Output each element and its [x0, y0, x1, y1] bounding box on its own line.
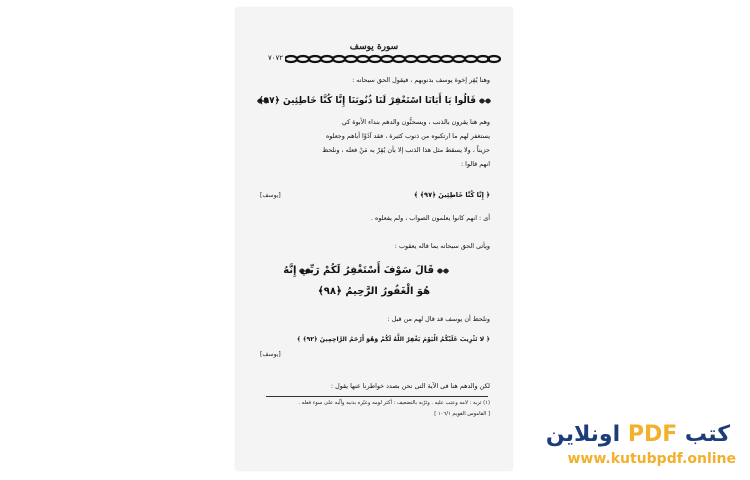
- quran-verse-92: ﴿ لا تَثْرِيبَ عَلَيْكُمُ الْيَوْمَ يَغْفِرُ اللَّهُ لَكُمْ وَهُوَ أَرْحَمُ الرَّاحِمِينَ ﴿٩٢﴾ ﴾: [297, 336, 490, 343]
- watermark-word-end: اونلاين: [545, 422, 621, 447]
- footnote-source: [ القاموس القويم ١٠٦/١ ]: [434, 411, 490, 417]
- text-line: لكن والدهم هنا فى الآية التى نحن بصدد خواطرنا عنها يقول :: [330, 382, 490, 390]
- quran-verse-inline: ﴿ إِنَّا كُنَّا خَاطِئِينَ ﴿٩٧﴾ ﴾: [414, 191, 490, 199]
- verse-ornament-icon: [478, 96, 492, 106]
- quran-verse-97: قَالُوا يَا أَبَانَا اسْتَغْفِرْ لَنَا ذُنُوبَنَا إِنَّا كُنَّا خَاطِئِينَ ﴿٩٧﴾: [258, 96, 476, 106]
- surah-reference: [يوسف]: [260, 192, 281, 199]
- text-line: أى : انهم كانوا يعلمون الصواب ، ولم يفعلوه .: [370, 214, 490, 222]
- text-line: ونلحظ أن يوسف قد قال لهم من قبل :: [387, 315, 490, 323]
- text-line: انهم قالوا :: [461, 160, 490, 168]
- book-page: [236, 8, 512, 470]
- quran-verse-98-line2: هُوَ الْغَفُورُ الرَّحِيمُ ﴿٩٨﴾: [317, 286, 431, 297]
- text-line: وهنا يُقِر إخوة يوسف بذنوبهم ، فيقول الحق سبحانه :: [352, 76, 490, 84]
- surah-header-title: سورة يوسف: [349, 42, 399, 52]
- watermark-pdf: PDF: [627, 422, 678, 447]
- chain-border: [261, 54, 502, 64]
- page-number: ٧٠٧٢: [268, 54, 284, 62]
- watermark-url: www.kutubpdf.online: [567, 451, 736, 467]
- text-line: حزيناً ، ولا يسقط مثل هذا الذنب إلا بأن يُقِرّ به مَنْ فعله ، ونلحظ: [322, 146, 490, 154]
- footnote-divider: [266, 396, 488, 397]
- text-line: ويأتى الحق سبحانه بما قاله يعقوب :: [394, 242, 490, 250]
- surah-reference: [يوسف]: [260, 351, 281, 358]
- watermark-word-start: كتب: [684, 422, 730, 447]
- text-line: وهم هنا يقرون بالذنب ، ويسحنُّون والدهم بنداء الأبوة كي: [341, 118, 490, 126]
- footnote-text: (١) ثربه : لامه وعتب عليه . وثرّبه بالتضعيف : أكثر لومه وعيّره بذنبه وأثّبه على سوء فعله .: [298, 400, 490, 406]
- text-line: يستغفر لهم ما ارتكبوه من ذنوب كثيرة ، فقد آذَوْا أباهم وجعلوه: [325, 132, 490, 140]
- watermark-logo: [546, 422, 730, 447]
- verse-ornament-icon: [436, 266, 450, 276]
- quran-verse-98-line1: قَالَ سَوْفَ أَسْتَغْفِرُ لَكُمْ رَبِّي إِنَّهُ: [283, 265, 434, 276]
